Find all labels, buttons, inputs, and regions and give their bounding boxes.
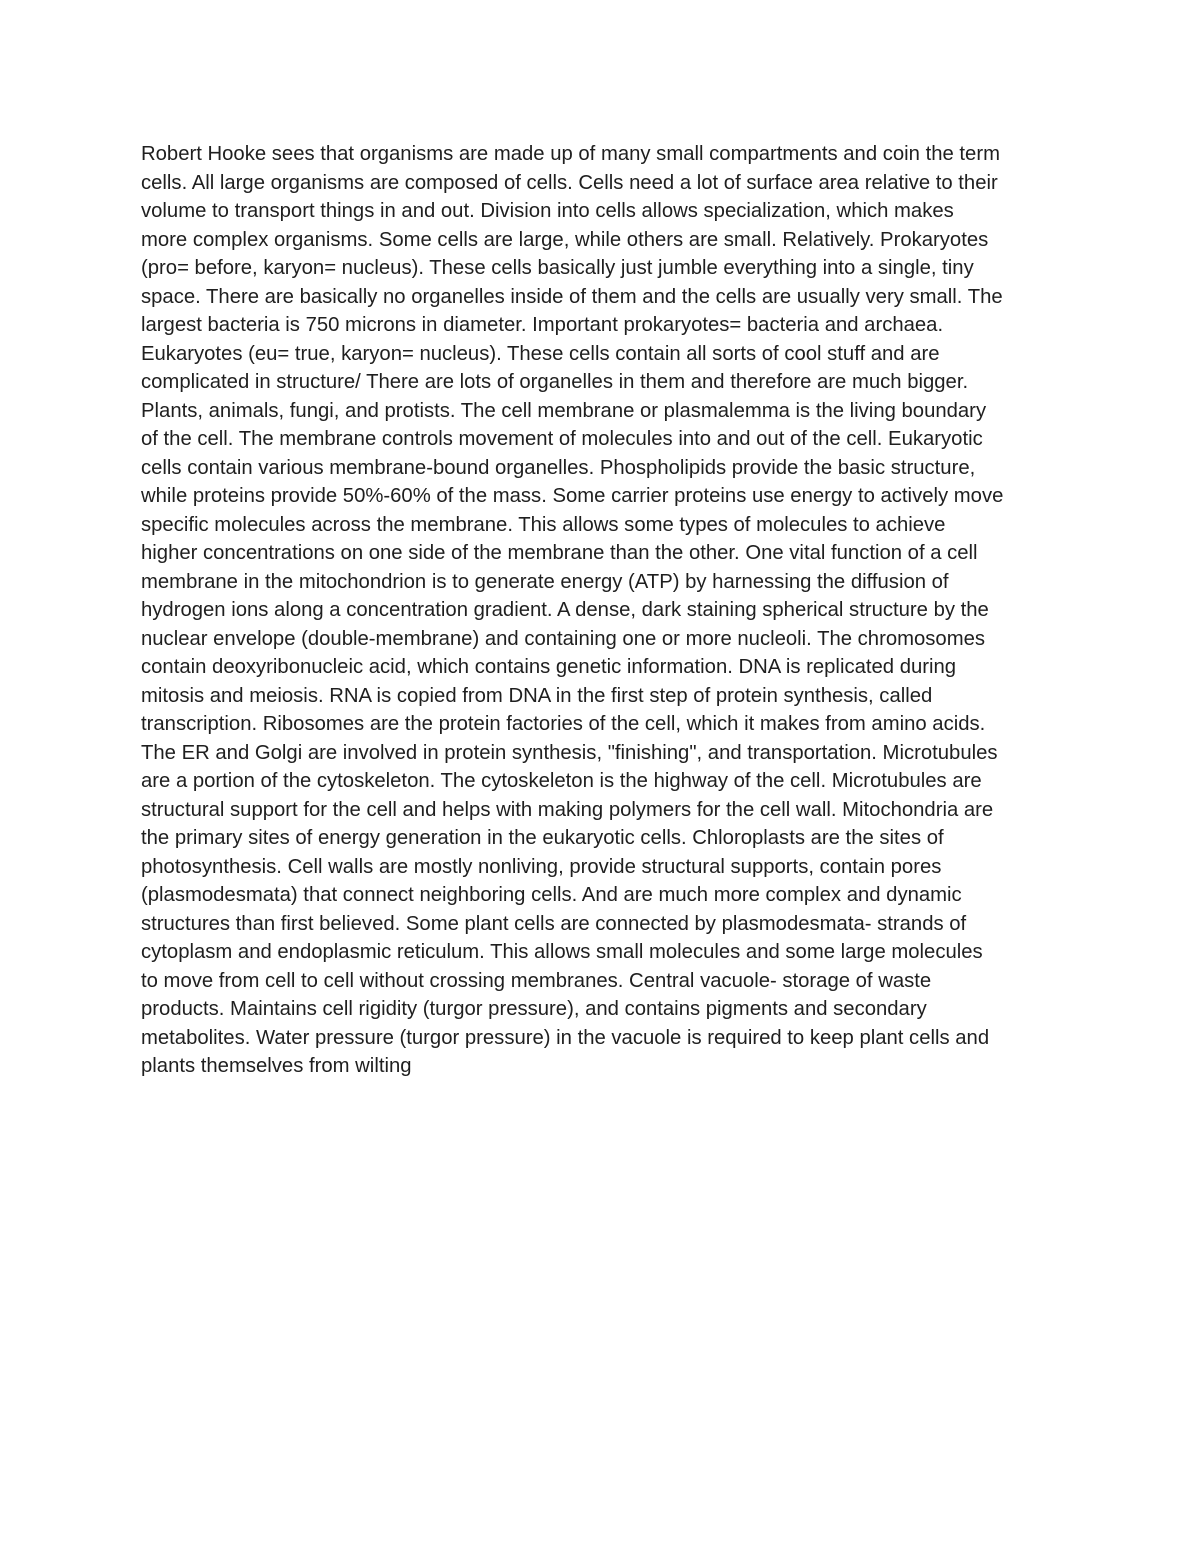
text-line: Robert Hooke sees that organisms are made up of many small compartments and coin the term [141, 143, 1000, 165]
text-line: (pro= before, karyon= nucleus). These cells basically just jumble everything into a single, tiny [141, 257, 974, 279]
text-line: cytoplasm and endoplasmic reticulum. This allows small molecules and some large molecules [141, 941, 983, 963]
text-line: more complex organisms. Some cells are large, while others are small. Relatively. Prokaryotes [141, 228, 989, 251]
text-line: complicated in structure/ There are lots of organelles in them and therefore are much bigger. [141, 371, 969, 393]
text-line: metabolites. Water pressure (turgor pressure) in the vacuole is required to keep plant cells and [141, 1026, 990, 1049]
text-line: transcription. Ribosomes are the protein factories of the cell, which it makes from amino acids. [141, 713, 986, 735]
text-line: (plasmodesmata) that connect neighboring cells. And are much more complex and dynamic [141, 884, 962, 906]
text-line: The ER and Golgi are involved in protein synthesis, "finishing", and transportation. Microtubules [141, 741, 998, 764]
text-line: higher concentrations on one side of the membrane than the other. One vital function of a cell [141, 542, 978, 564]
text-line: nuclear envelope (double-membrane) and containing one or more nucleoli. The chromosomes [141, 627, 986, 650]
text-line: of the cell. The membrane controls movement of molecules into and out of the cell. Eukaryotic [141, 428, 983, 450]
text-line: cells contain various membrane-bound organelles. Phospholipids provide the basic structure, [141, 456, 976, 479]
body-paragraph [141, 140, 1061, 1081]
text-line: volume to transport things in and out. Division into cells allows specialization, which makes [141, 200, 954, 222]
text-line: Plants, animals, fungi, and protists. The cell membrane or plasmalemma is the living boundary [141, 399, 987, 422]
text-line: structural support for the cell and helps with making polymers for the cell wall. Mitochondria are [141, 798, 994, 821]
text-line: plants themselves from wilting [141, 1055, 412, 1077]
text-line: mitosis and meiosis. RNA is copied from DNA in the first step of protein synthesis, called [141, 684, 933, 707]
text-line: structures than first believed. Some plant cells are connected by plasmodesmata- strands of [141, 912, 967, 935]
text-line: products. Maintains cell rigidity (turgor pressure), and contains pigments and secondary [141, 998, 927, 1020]
text-line: specific molecules across the membrane. This allows some types of molecules to achieve [141, 513, 946, 536]
text-line: largest bacteria is 750 microns in diameter. Important prokaryotes= bacteria and archaea. [141, 314, 944, 336]
text-line: hydrogen ions along a concentration gradient. A dense, dark staining spherical structure by the [141, 599, 989, 621]
text-line: Eukaryotes (eu= true, karyon= nucleus). These cells contain all sorts of cool stuff and are [141, 342, 940, 365]
text-line: while proteins provide 50%-60% of the mass. Some carrier proteins use energy to actively move [141, 485, 1004, 507]
text-line: are a portion of the cytoskeleton. The cytoskeleton is the highway of the cell. Microtubules are [141, 770, 982, 792]
text-line: cells. All large organisms are composed of cells. Cells need a lot of surface area relative to their [141, 171, 998, 194]
text-line: membrane in the mitochondrion is to generate energy (ATP) by harnessing the diffusion of [141, 570, 949, 593]
text-line: contain deoxyribonucleic acid, which contains genetic information. DNA is replicated during [141, 656, 957, 678]
text-line: the primary sites of energy generation in the eukaryotic cells. Chloroplasts are the sites of [141, 827, 944, 849]
text-line: space. There are basically no organelles inside of them and the cells are usually very small. The [141, 285, 1003, 308]
text-line: to move from cell to cell without crossing membranes. Central vacuole- storage of waste [141, 969, 932, 992]
text-line: photosynthesis. Cell walls are mostly nonliving, provide structural supports, contain pores [141, 855, 942, 878]
